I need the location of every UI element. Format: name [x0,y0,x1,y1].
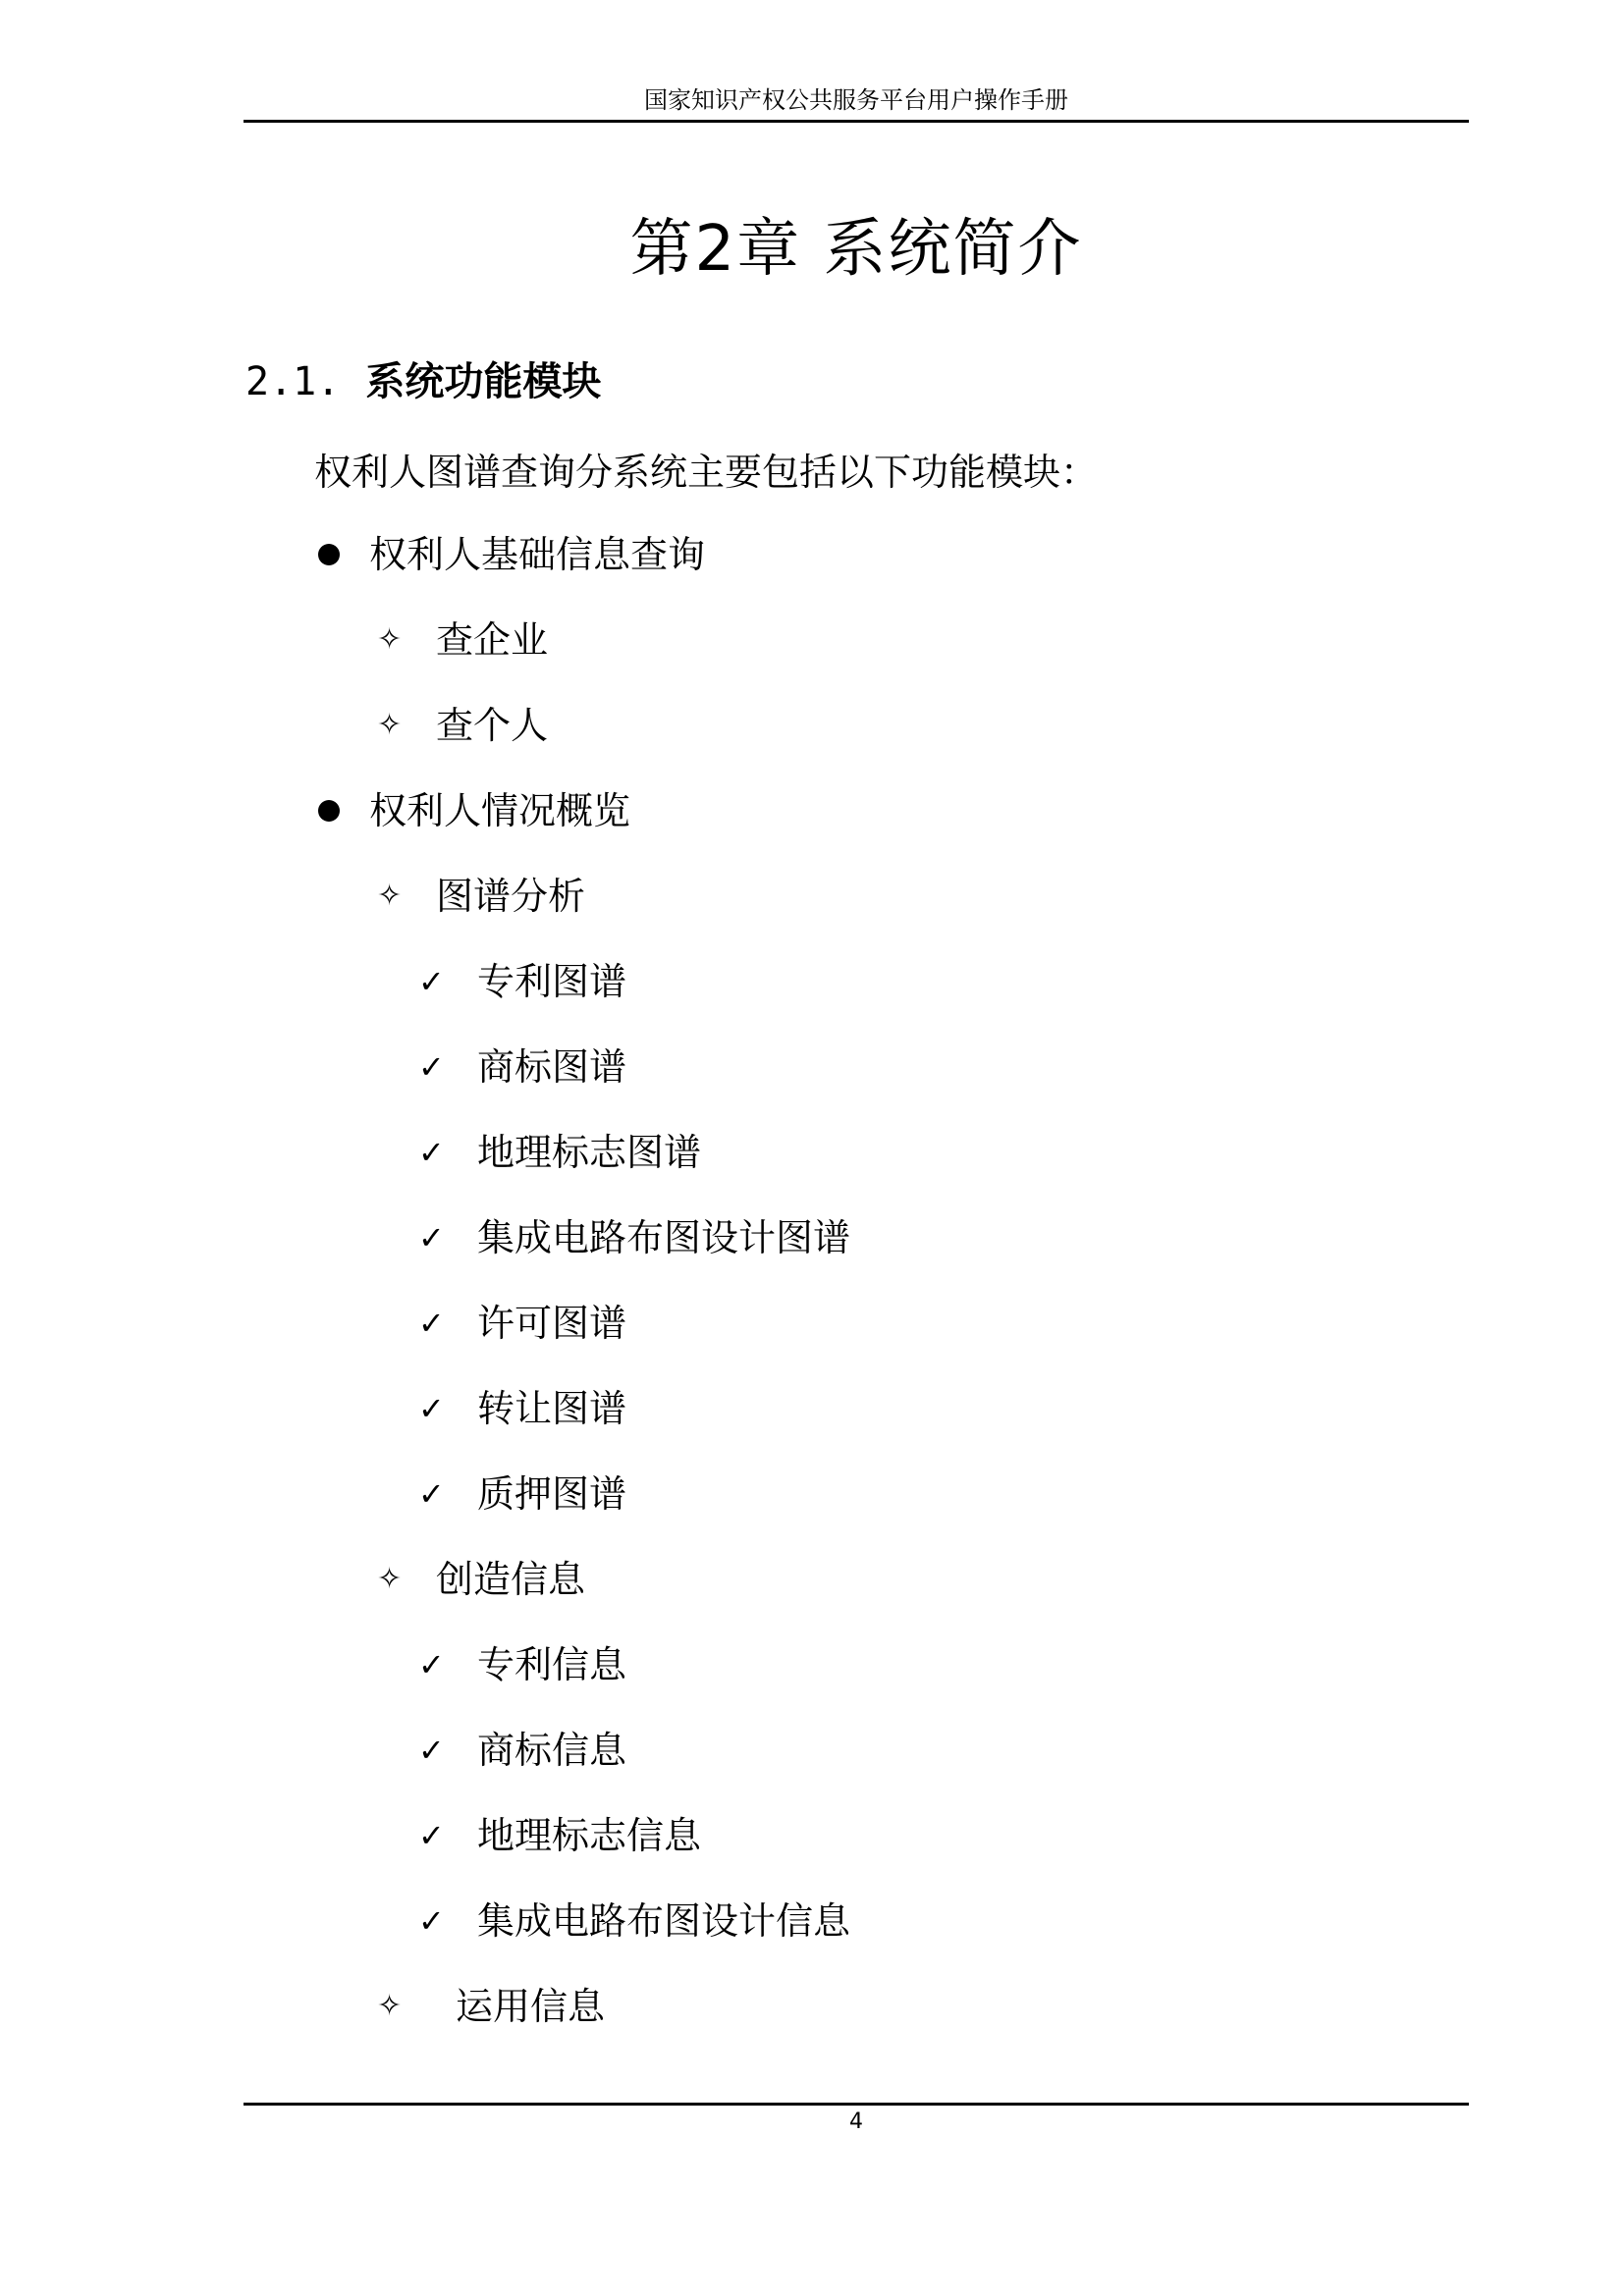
list-item-label: 图谱分析 [436,875,586,918]
list-item-label: 权利人基础信息查询 [369,533,706,576]
list-item-label: 商标图谱 [477,1045,627,1089]
section-title: 系统功能模块 [365,359,602,404]
list-item-label: 地理标志信息 [477,1814,702,1857]
header-divider [244,120,1469,123]
star-bullet-icon: ✧ [377,1562,403,1596]
star-bullet-icon: ✧ [377,622,403,657]
list-item-label: 质押图谱 [477,1472,627,1516]
list-item-label: 运用信息 [456,1985,606,2028]
list-item-label: 集成电路布图设计信息 [477,1899,851,1943]
list-item-label: 转让图谱 [477,1387,627,1430]
bullet-dot-icon [318,544,340,565]
intro-paragraph: 权利人图谱查询分系统主要包括以下功能模块： [314,451,1099,494]
footer-divider [244,2103,1469,2106]
star-bullet-icon: ✧ [377,708,403,742]
check-icon: ✓ [418,1305,445,1342]
section-heading [245,357,601,406]
list-item-label: 商标信息 [477,1729,627,1772]
page-number: 4 [849,2109,863,2134]
list-item-label: 创造信息 [436,1558,586,1601]
check-icon: ✓ [418,1390,445,1427]
check-icon: ✓ [418,1134,445,1171]
chapter-title: 第2章 系统简介 [629,213,1083,286]
list-item-label: 查个人 [436,704,549,747]
list-item-label: 地理标志图谱 [477,1131,702,1174]
check-icon: ✓ [418,1902,445,1940]
star-bullet-icon: ✧ [377,1989,403,2023]
list-item-label: 集成电路布图设计图谱 [477,1216,851,1259]
check-icon: ✓ [418,963,445,1000]
list-item-label: 权利人情况概览 [369,789,631,832]
running-header: 国家知识产权公共服务平台用户操作手册 [644,86,1068,114]
check-icon: ✓ [418,1646,445,1683]
list-item-label: 专利信息 [477,1643,627,1686]
check-icon: ✓ [418,1732,445,1769]
list-item-label: 查企业 [436,618,549,662]
check-icon: ✓ [418,1219,445,1256]
bullet-dot-icon [318,800,340,822]
star-bullet-icon: ✧ [377,879,403,913]
list-item-label: 许可图谱 [477,1302,627,1345]
check-icon: ✓ [418,1048,445,1086]
list-item-label: 专利图谱 [477,960,627,1003]
check-icon: ✓ [418,1475,445,1513]
section-number: 2.1. [245,359,341,404]
check-icon: ✓ [418,1817,445,1854]
